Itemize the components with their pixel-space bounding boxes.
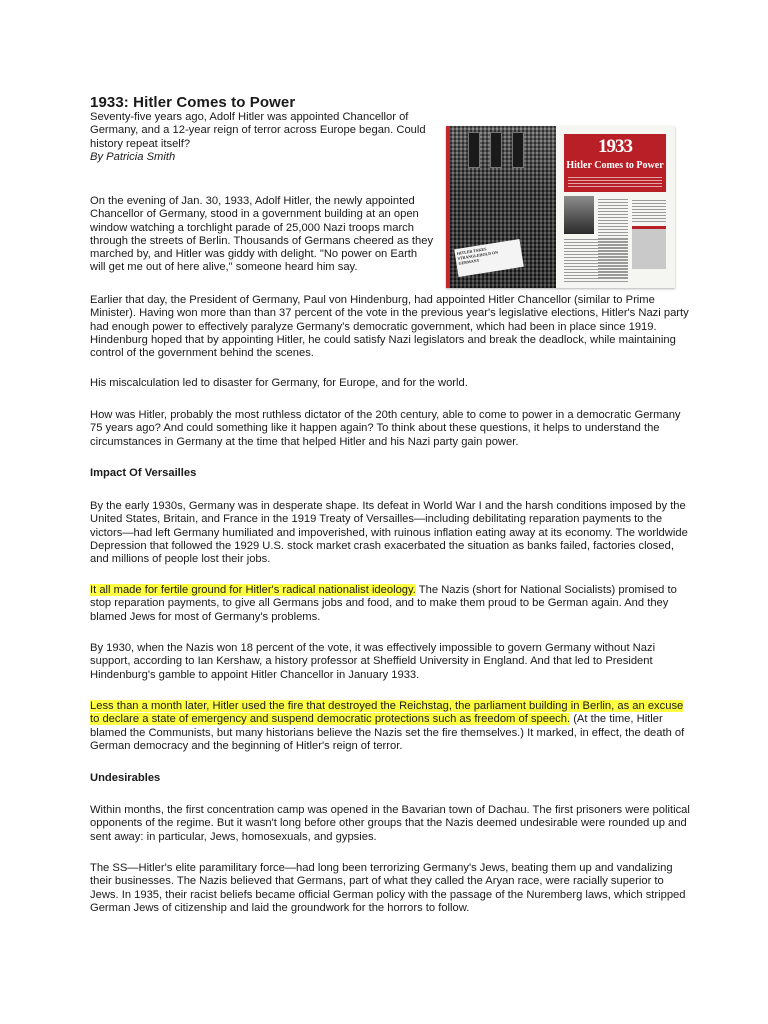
paragraph-10: The SS—Hitler's elite paramilitary force—had long been terrorizing Germany's Jews, beating them up and vandalizing their businesses. The Nazis believed that Germans, part of what they called the Aryan race, were racially superior to Jews. In 1935, their racist beliefs became official German policy with the passage of the Nuremberg laws, which stripped German Jews of citizenship and laid the groundwork for the horrors to follow. — [90, 862, 686, 914]
banner-left — [468, 132, 480, 168]
paragraph-4: How was Hitler, probably the most ruthless dictator of the 20th century, able to come to power in a democratic Germany 75 years ago? And could something like it happen again? To think about these questions, it helps to understand the circumstances in Germany at the time that helped Hitler and his Nazi party gain power. — [90, 409, 681, 448]
magazine-year: 1933 — [598, 136, 632, 157]
magazine-headline: Hitler Comes to Power — [566, 160, 664, 171]
paragraph-6-rest: The Nazis (short for National Socialists) promised to stop reparation payments, to give all Germans jobs and food, and to make them proud to be German again. And they blamed Jews for most of Germany's problems. — [90, 584, 677, 623]
section-heading-versailles: Impact Of Versailles — [90, 467, 197, 479]
magazine-inset-box — [632, 226, 666, 269]
paragraph-1: On the evening of Jan. 30, 1933, Adolf Hitler, the newly appointed Chancellor of Germany, stood in a government building at an open window watching a torchlight parade of 25,000 Nazi troops march through the streets of Berlin. Thousands of Germans cheered as they marched by, and Hitler was giddy with delight. "No power on Earth will get me out of here alive," someone heard him say. — [90, 195, 434, 274]
magazine-text-column — [564, 238, 628, 282]
banner-right — [512, 132, 524, 168]
paragraph-3: His miscalculation led to disaster for Germany, for Europe, and for the world. — [90, 377, 468, 389]
magazine-title-box — [564, 134, 666, 192]
portrait-photo — [564, 196, 594, 234]
magazine-text-column — [632, 198, 666, 222]
paragraph-5: By the early 1930s, Germany was in desperate shape. Its defeat in World War I and the harsh conditions imposed by the United States, Britain, and France in the 1919 Treaty of Versailles—including debilitating reparation payments to the victors—had left Germany humiliated and impoverished, with ruinous inflation eating away at its economy. The worldwide Depression that followed the 1929 U.S. stock market crash exacerbated the situation as banks failed, factories closed, and millions of people lost their jobs. — [90, 500, 688, 566]
magazine-subtitle-lines — [568, 175, 662, 187]
article-byline: By Patricia Smith — [90, 151, 176, 164]
paragraph-6 — [90, 584, 690, 624]
paragraph-7: By 1930, when the Nazis won 18 percent of the vote, it was effectively impossible to govern Germany without Nazi support, according to Ian Kershaw, a history professor at Sheffield University in England. And that led to President Hindenburg's gamble to appoint Hitler Chancellor in January 1933. — [90, 642, 656, 681]
paragraph-9: Within months, the first concentration camp was opened in the Bavarian town of Dachau. The first prisoners were political opponents of the regime. But it wasn't long before other groups that the Nazis deemed undesirable were rounded up and sent away: in particular, Jews, homosexuals, and gypsies. — [90, 804, 690, 843]
article-intro: Seventy-five years ago, Adolf Hitler was appointed Chancellor of Germany, and a 12-year reign of terror across Europe began. Could history repeat itself? — [90, 111, 426, 150]
highlight-text: It all made for fertile ground for Hitler's radical nationalist ideology. — [90, 584, 416, 596]
highlight-text: Less than a month later, Hitler used the fire that destroyed the Reichstag, the parliament building in Berlin, as an excuse to declare a state of emergency and suspend democratic protections such as freedom of speech. — [90, 700, 684, 726]
section-heading-undesirables: Undesirables — [90, 772, 161, 784]
rally-photo — [446, 126, 556, 288]
red-edge-stripe — [446, 126, 450, 288]
magazine-spread-image — [446, 126, 675, 288]
article-title: 1933: Hitler Comes to Power — [90, 94, 296, 111]
photo-caption-label: HITLER TAKES STRANGLEHOLD ON GERMANY — [454, 239, 524, 277]
paragraph-8 — [90, 700, 690, 753]
paragraph-2: Earlier that day, the President of Germany, Paul von Hindenburg, had appointed Hitler Chancellor (similar to Prime Minister). Having won more than than 37 percent of the vote in the previous year's legislative elections, Hitler's Nazi party had enough power to effectively paralyze Germany's democratic government, which had been in place since 1919. Hindenburg hoped that by appointing Hitler, he could satisfy Nazi legislators and break the deadlock, while maintaining control of the government behind the scenes. — [90, 294, 689, 360]
magazine-article-page — [556, 126, 675, 288]
article-intro-block — [90, 111, 442, 165]
paragraph-8-rest: (At the time, Hitler blamed the Communists, but many historians believe the Nazis set the fire themselves.) It marked, in effect, the death of German democracy and the beginning of Hitler's reign of terror. — [90, 713, 685, 752]
banner-center — [490, 132, 502, 168]
